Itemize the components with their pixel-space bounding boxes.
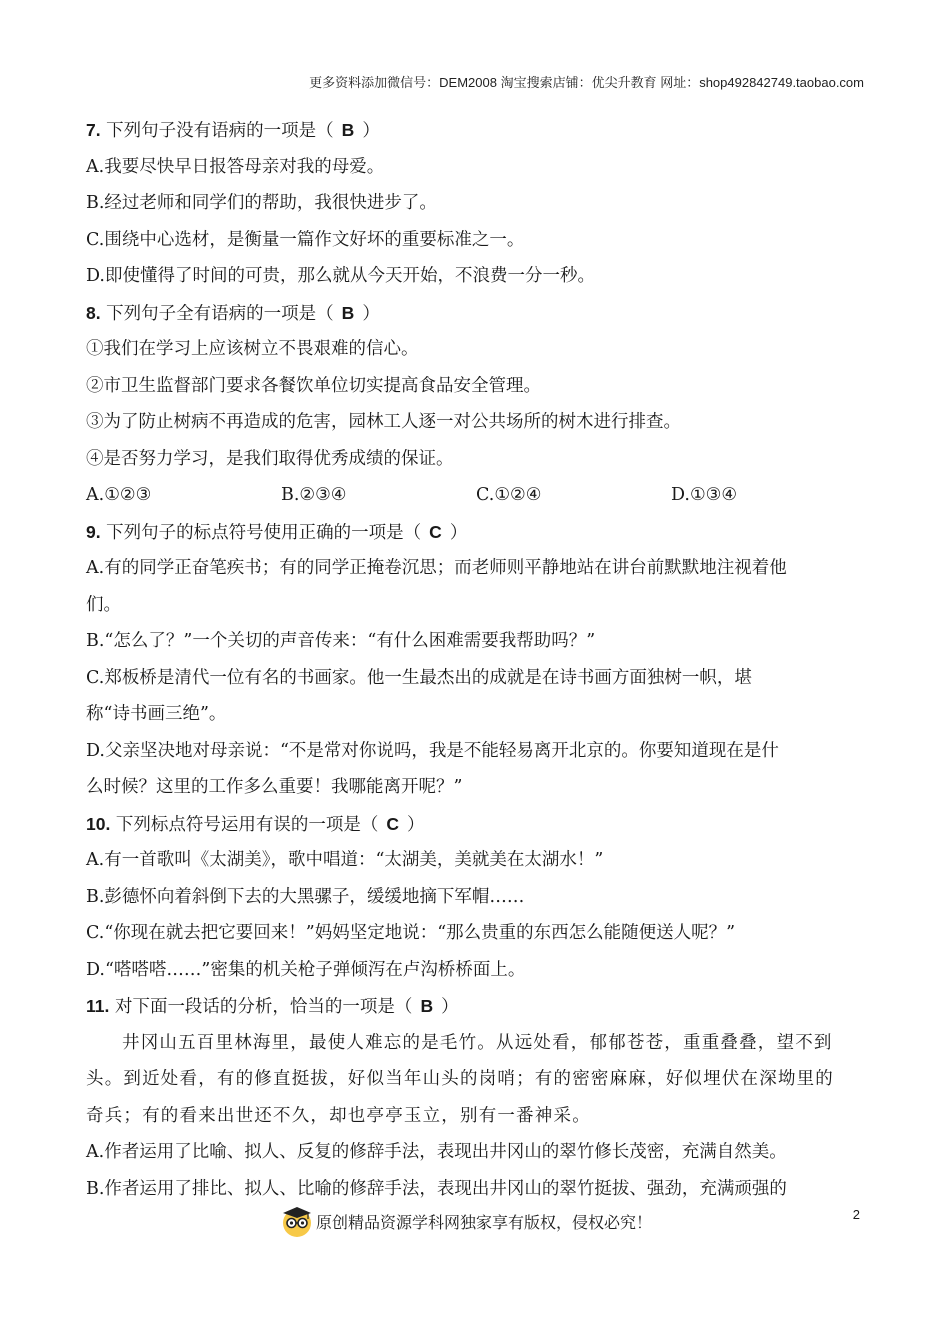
exam-content xyxy=(86,112,866,1207)
option-a: A.有一首歌叫《太湖美》，歌中唱道：“太湖美，美就美在太湖水！” xyxy=(86,850,604,870)
question-number: 7. xyxy=(86,120,101,140)
option-line: D.父亲坚决地对母亲说：“不是常对你说吗，我是不能轻易离开北京的。你要知道现在是什 xyxy=(86,740,779,761)
sentence-item: ④是否努力学习，是我们取得优秀成绩的保证。 xyxy=(86,448,454,469)
choice-d: D.①③④ xyxy=(671,485,738,505)
choice-b: B.②③④ xyxy=(281,485,347,505)
option-line: C.郑板桥是清代一位有名的书画家。他一生最杰出的成就是在诗书画方面独树一帜，堪 xyxy=(86,667,752,688)
choice-a: A.①②③ xyxy=(86,485,152,505)
option-line: 么时候？这里的工作多么重要！我哪能离开呢？” xyxy=(86,777,463,797)
choice-row xyxy=(86,477,866,514)
question-10-stem: 10. 下列标点符号运用有误的一项是（ C ） xyxy=(86,806,866,843)
answer-letter: C xyxy=(386,813,400,834)
question-number: 8. xyxy=(86,302,101,323)
option-b: B.彭德怀向着斜倒下去的大黑骡子，缓缓地摘下军帽…… xyxy=(86,886,525,907)
option-b: B.作者运用了排比、拟人、比喻的修辞手法，表现出井冈山的翠竹挺拔、强劲，充满顽强的 xyxy=(86,1178,787,1199)
question-number: 9. xyxy=(86,521,101,542)
option-d: D.“嗒嗒嗒……”密集的机关枪子弹倾泻在卢沟桥桥面上。 xyxy=(86,959,526,980)
option-a: A.作者运用了比喻、拟人、反复的修辞手法，表现出井冈山的翠竹修长茂密，充满自然美。 xyxy=(86,1142,787,1162)
option-line: 们。 xyxy=(86,594,121,615)
option-line: A.有的同学正奋笔疾书；有的同学正掩卷沉思；而老师则平静地站在讲台前默默地注视着他 xyxy=(86,558,787,578)
answer-letter: B xyxy=(341,302,355,323)
question-9-stem: 9. 下列句子的标点符号使用正确的一项是（ C ） xyxy=(86,514,866,551)
question-11-stem: 11. 对下面一段话的分析，恰当的一项是（ B ） xyxy=(86,988,866,1025)
answer-letter: C xyxy=(429,521,442,542)
sentence-item: ①我们在学习上应该树立不畏艰难的信心。 xyxy=(86,339,419,359)
page-header: 更多资料添加微信号：DEM2008 淘宝搜索店铺：优尖升教育 网址：shop492842749.taobao.com xyxy=(309,75,864,90)
answer-letter: B xyxy=(341,120,355,140)
question-8-stem: 8. 下列句子全有语病的一项是（ B ） xyxy=(86,295,866,332)
option-d: D.即使懂得了时间的可贵，那么就从今天开始，不浪费一分一秒。 xyxy=(86,266,595,286)
passage-line: 奇兵；有的看来出世还不久，却也亭亭玉立，别有一番神采。 xyxy=(86,1105,591,1126)
option-c: C.围绕中心选材，是衡量一篇作文好坏的重要标准之一。 xyxy=(86,229,525,250)
answer-letter: B xyxy=(420,996,434,1016)
question-7-stem: 7. 下列句子没有语病的一项是（ B ） xyxy=(86,112,866,149)
question-number: 10. xyxy=(86,813,111,834)
passage-line: 井冈山五百里林海里，最使人难忘的是毛竹。从远处看，郁郁苍苍，重重叠叠，望不到 xyxy=(122,1032,833,1053)
passage-line: 头。到近处看，有的修直挺拔，好似当年山头的岗哨；有的密密麻麻，好似埋伏在深坳里的 xyxy=(86,1069,834,1089)
sentence-item: ②市卫生监督部门要求各餐饮单位切实提高食品安全管理。 xyxy=(86,375,541,396)
option-b: B.经过老师和同学们的帮助，我很快进步了。 xyxy=(86,193,437,213)
page-number: 2 xyxy=(852,1207,860,1222)
option-line: B.“怎么了？”一个关切的声音传来：“有什么困难需要我帮助吗？” xyxy=(86,631,596,651)
option-a: A.我要尽快早日报答母亲对我的母爱。 xyxy=(86,156,385,177)
choice-c: C.①②④ xyxy=(476,485,542,505)
option-line: 称“诗书画三绝”。 xyxy=(86,704,227,724)
footer-copyright: 原创精品资源学科网独家享有版权，侵权必究！ xyxy=(316,1212,653,1232)
page-footer xyxy=(280,1204,652,1238)
owl-logo-icon xyxy=(280,1204,314,1238)
option-c: C.“你现在就去把它要回来！”妈妈坚定地说：“那么贵重的东西怎么能随便送人呢？” xyxy=(86,923,736,943)
question-number: 11. xyxy=(86,996,110,1016)
sentence-item: ③为了防止树病不再造成的危害，园林工人逐一对公共场所的树木进行排查。 xyxy=(86,412,681,432)
